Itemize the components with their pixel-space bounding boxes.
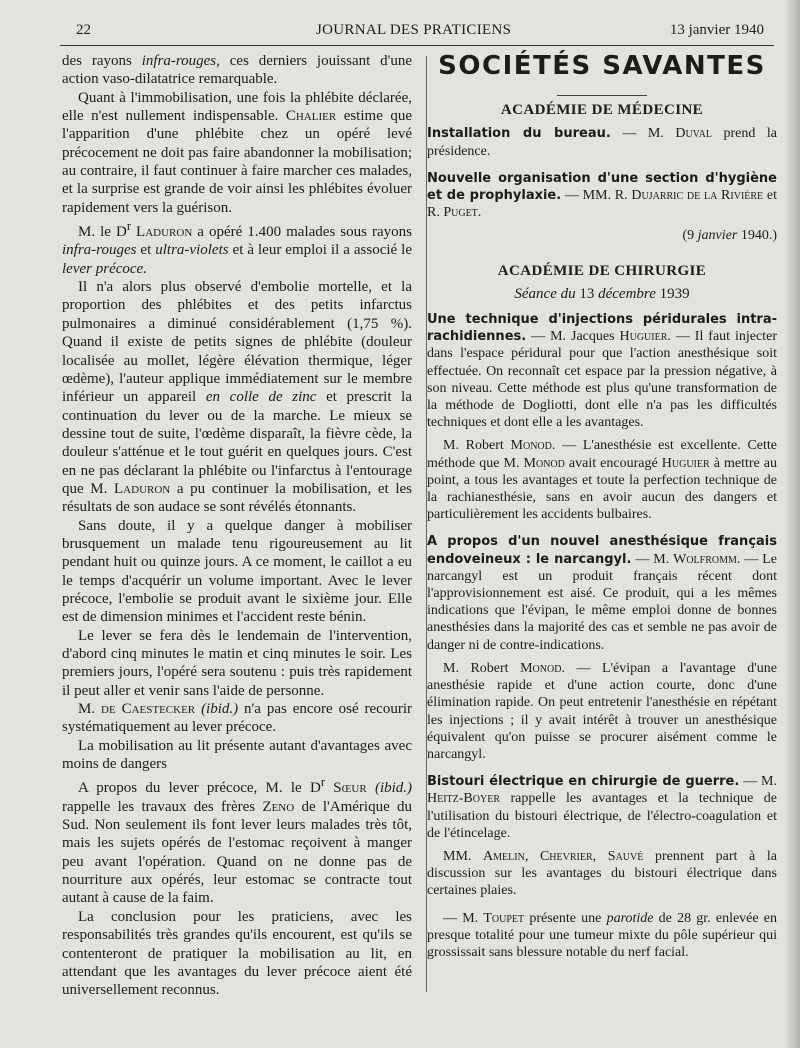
- item-title: A propos d'un nouvel anesthésique français endoveineux : le narcangyl.: [427, 534, 777, 567]
- paragraph: Quant à l'immobilisation, une fois la phlébite déclarée, elle n'est nullement indispensable. Chalier estime que l'apparition d'une phlébite chez un opéré levé précocement ne doit pas faire abandonner la mobilisation; au contraire, il faut continuer à faire marcher ces malades, et la surprise est grande de voir ainsi les phlébites évoluer rapidement vers la guérison.: [62, 89, 412, 216]
- title-underline: [557, 95, 647, 96]
- paragraph: La conclusion pour les praticiens, avec les responsabilités très grandes qu'ils encourent, est qu'ils se contenteront de pratiquer la mobilisation au lit, en attendant que les avantages du lever précoce aient été universellement reconnus.: [62, 908, 412, 999]
- author-name: Huguier: [619, 329, 668, 345]
- item-title: Installation du bureau.: [427, 126, 611, 142]
- author-name: Monod: [520, 660, 562, 676]
- author-name: Laduron: [114, 480, 171, 497]
- paragraph: des rayons infra-rouges, ces derniers jouissant d'une action vaso-dilatatrice remarquable.: [62, 53, 412, 88]
- paragraph: M. de Caestecker (ibid.) n'a pas encore osé recourir systématiquement au lever précoce.: [62, 701, 412, 736]
- academy-heading: ACADÉMIE DE CHIRURGIE: [497, 262, 707, 279]
- report-item: M. Robert Monod. — L'évipan a l'avantage d'une anesthésie rapide et d'une action courte, donc d'une élimination rapide. On peut entretenir l'anesthésie en répétant les injections ; il y avait intérêt à trouver un anesthésique équivalent qu'on puisse se procurer aisément comme le narcangyl.: [427, 660, 778, 762]
- author-name: Puget: [443, 205, 478, 221]
- item-title: Une technique d'injections péridurales intra-rachidiennes.: [427, 312, 777, 345]
- session-line: Séance du 13 décembre 1939: [514, 285, 690, 302]
- author-name: Dujarric de la Rivière: [631, 188, 764, 204]
- paragraph: Le lever se fera dès le lendemain de l'intervention, d'abord cinq minutes le matin et cinq minutes le soir. Les premiers jours, l'opéré sera soutenu : puis très rapidement il peut aller et venir sans l'aide de personne.: [62, 627, 412, 699]
- author-name: Toupet: [483, 910, 525, 926]
- paragraph: Il n'a alors plus observé d'embolie mortelle, et la proportion des phlébites et des petits infarctus pulmonaires a diminué considérablement (1,75 %). Quand il existe de petits signes de phlébite (douleur localisée au mollet, légère élévation thermique, léger œdème), l'auteur applique immédiatement sur le membre inférieur un appareil en colle de zinc et prescrit la continuation du lever ou de la marche. Le mieux se dessine tout de suite, l'œdème disparaît, la fièvre cède, la douleur s'atténue et le tout guérit en quelques jours. C'est en ne pas déclarant la phlébite ou l'infarctus à l'entourage que M. Laduron a pu continuer la mobilisation, et les résultats de son audace se sont révélés étonnants.: [62, 279, 412, 516]
- page-number: 22: [76, 22, 91, 38]
- report-item: MM. Amelin, Chevrier, Sauvé prennent part à la discussion sur les avantages du bistouri électrique dans certaines plaies.: [427, 848, 777, 899]
- report-item: Une technique d'injections péridurales intra-rachidiennes. — M. Jacques Huguier. — Il faut injecter dans l'espace péridural pour que l'action anesthésique soit effectuée. On reconnaît cet espace par la pression négative, à son niveau. Cette méthode est plus qu'une transformation de la méthode de Dogliotti, dont elle n'a pas les difficultés techniques et dont elle a les avantages.: [427, 312, 777, 431]
- issue-date: 13 janvier 1940: [669, 22, 764, 38]
- report-item: A propos d'un nouvel anesthésique français endoveineux : le narcangyl. — M. Wolfromm. — Le narcangyl est un produit français récent dont l'approvisionnement est aisé. Ce produit, qui a les mêmes indications que l'évipan, le même emploi donne de bonnes anesthésies dans la majorité des cas et semble ne pas avoir de danger ni de contre-indications.: [427, 534, 778, 653]
- author-name: Monod: [510, 438, 552, 454]
- author-name: Zeno: [262, 798, 295, 815]
- author-name: Wolfromm: [673, 551, 737, 567]
- author-name: de Caestecker: [101, 701, 196, 718]
- report-item: — M. Toupet présente une parotide de 28 gr. enlevée en presque totalité pour une tumeur mixte du pôle supérieur qui grossissait sans blessure notable du nerf facial.: [427, 910, 778, 960]
- author-name: Amelin, Chevrier, Sauvé: [483, 848, 644, 864]
- left-column: [62, 52, 412, 1000]
- session-date: (9 janvier 1940.): [682, 228, 777, 244]
- page-edge-shadow: [784, 0, 800, 1048]
- right-column: [427, 51, 778, 967]
- item-title: Nouvelle organisation d'une section d'hygiène et de prophylaxie.: [427, 170, 777, 204]
- author-name: Heitz-Boyer: [427, 791, 500, 807]
- report-item: Nouvelle organisation d'une section d'hygiène et de prophylaxie. — MM. R. Dujarric de la Rivière et R. Puget.: [427, 170, 777, 221]
- author-name: Huguier: [661, 455, 710, 471]
- author-name: Duval: [675, 126, 712, 142]
- paragraph: Sans doute, il y a quelque danger à mobiliser brusquement un malade tenu rigoureusement au lit pendant huit ou quinze jours. A ce moment, le caillot a eu le temps d'acquérir un volume important. Avec le lever précoce, l'embolie se produit avant le sixième jour. Elle est de dimension minimes et l'accident reste bénin.: [62, 517, 412, 626]
- report-item: Bistouri électrique en chirurgie de guerre. — M. Heitz-Boyer rappelle les avantages et la technique de l'utilisation du bistouri électrique, de l'électro-coagulation et de l'étincelage.: [427, 774, 777, 841]
- report-item: M. Robert Monod. — L'anesthésie est excellente. Cette méthode que M. Monod avait encouragé Huguier à mettre au point, a tous les avantages et toute la perfection technique de la rachianesthésie, sans en avoir aucun des dangers et particulièrement les accidents bulbaires.: [427, 438, 777, 523]
- running-header: [64, 22, 764, 44]
- academy-heading: ACADÉMIE DE MÉDECINE: [500, 102, 704, 119]
- author-name: Sœur: [333, 780, 367, 797]
- item-title: Bistouri électrique en chirurgie de guerre.: [427, 774, 740, 790]
- report-item: Installation du bureau. — M. Duval prend la présidence.: [427, 126, 777, 159]
- paragraph: A propos du lever précoce, M. le $D^r$ Sœur (ibid.) rappelle les travaux des frères Zeno de l'Amérique du Sud. Non seulement ils font lever leurs malades très tôt, mais les sujets opérés de l'estomac reçoivent à manger peu avant l'opération. Quand on ne donne pas de nourriture aux opérés, leur estomac se contracte tout autant à cause de la faim.: [62, 775, 413, 907]
- author-name: Chalier: [285, 108, 337, 125]
- journal-title: JOURNAL DES PRATICIENS: [316, 22, 512, 38]
- author-name: Laduron: [136, 224, 193, 241]
- section-title: SOCIÉTÉS SAVANTES: [438, 51, 766, 81]
- paragraph: La mobilisation au lit présente autant d'avantages avec moins de dangers: [62, 737, 412, 773]
- paragraph: M. le $D^r$ Laduron a opéré 1.400 malades sous rayons infra-rouges et ultra-violets et à leur emploi il a associé le lever précoce.: [62, 219, 413, 277]
- header-rule: [60, 45, 774, 46]
- author-name: Monod: [523, 455, 565, 471]
